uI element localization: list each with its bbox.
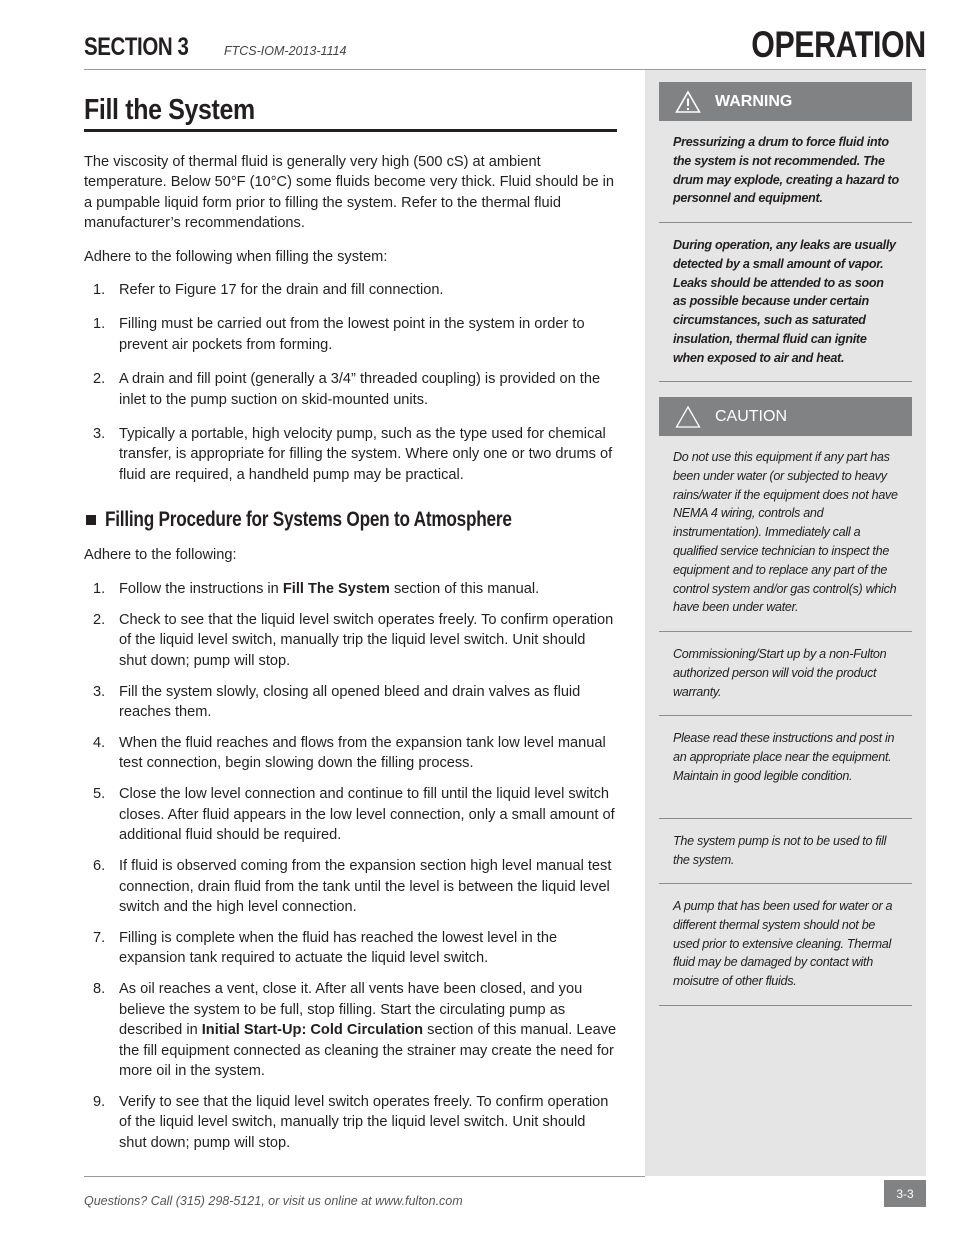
warning-triangle-icon (675, 90, 701, 114)
list-text: A drain and fill point (generally a 3/4” threaded coupling) is provided on the inlet to the pump suction on skid-mounted units. (119, 371, 601, 408)
divider (659, 1005, 912, 1006)
list-number: 2. (93, 371, 106, 388)
divider (659, 883, 912, 884)
divider (659, 631, 912, 632)
footer-rule (84, 1176, 645, 1177)
list-item (84, 928, 617, 969)
list-number: 6. (93, 858, 106, 875)
subheading (84, 507, 617, 533)
list-text: Verify to see that the liquid level switch operates freely. To confirm operation of the liquid level switch, manually trip the liquid level switch. Unit should shut down; pump will stop. (119, 1093, 609, 1151)
list-item (84, 682, 617, 723)
list-item (84, 784, 617, 845)
list-item (84, 424, 617, 485)
list-text-post: section of this manual. (389, 580, 540, 597)
list-number: 8. (93, 981, 106, 998)
footer-contact: Questions? Call (315) 298-5121, or visit us online at www.fulton.com (84, 1194, 463, 1208)
list-text-pre: As oil reaches a vent, close it. After all vents have been closed, and you believe the system to be full, stop filling. Start the circulating pump as described in (119, 981, 583, 1039)
square-bullet-icon (86, 515, 96, 525)
list-item (84, 733, 617, 774)
fill-steps-list (84, 280, 617, 485)
caution-note: Please read these instructions and post in an appropriate place near the equipment. Maintain in good legible condition. (673, 731, 895, 783)
document-code: FTCS-IOM-2013-1114 (224, 44, 347, 58)
list-text: Refer to Figure 17 for the drain and fill connection. (119, 282, 444, 299)
divider (659, 715, 912, 716)
divider (659, 222, 912, 223)
list-item (84, 369, 617, 410)
divider (659, 818, 912, 819)
chapter-title: OPERATION (751, 24, 926, 65)
list-number: 9. (93, 1093, 106, 1110)
list-text: Typically a portable, high velocity pump, such as the type used for chemical transfer, is appropriate for filling the system. Where only one or two drums of fluid are required, a handheld pump may be practical. (119, 426, 613, 483)
list-text: Fill the system slowly, closing all opened bleed and drain valves as fluid reaches them. (119, 683, 581, 720)
list-item (84, 856, 617, 917)
warning-note: Pressurizing a drum to force fluid into the system is not recommended. The drum may explode, creating a hazard to personnel and equipment. (673, 135, 899, 206)
list-text: Filling is complete when the fluid has reached the lowest level in the expansion tank required to actuate the liquid level switch. (119, 929, 558, 967)
list-text: When the fluid reaches and flows from the expansion tank low level manual test connection, begin slowing down the filling process. (119, 734, 606, 772)
list-text: If fluid is observed coming from the expansion section high level manual test connection, drain fluid from the tank until the level is between the liquid level switch and the high level connection. (119, 858, 612, 915)
caution-note: A pump that has been used for water or a different thermal system should not be used prior to extensive cleaning. Thermal fluid may be damaged by contact with moisutre of other fluids. (673, 899, 893, 989)
list-item (84, 610, 617, 671)
adhere2-paragraph: Adhere to the following: (84, 547, 237, 564)
list-number: 3. (93, 683, 106, 700)
list-text: Close the low level connection and continue to fill until the liquid level switch closes. After fluid appears in the low level connection, only a small amount of additional fluid should be required. (119, 786, 615, 844)
divider (659, 381, 912, 382)
list-number: 1. (93, 316, 106, 333)
list-item (84, 314, 617, 355)
list-number: 1. (93, 282, 106, 299)
list-text: Filling must be carried out from the lowest point in the system in order to prevent air pockets from forming. (119, 316, 585, 353)
list-text: Check to see that the liquid level switch operates freely. To confirm operation of the liquid level switch, manually trip the liquid level switch. Unit should shut down; pump will stop. (119, 611, 614, 669)
list-number: 2. (93, 611, 106, 628)
warning-header (659, 82, 912, 121)
safety-sidebar (645, 70, 926, 1176)
section-label: SECTION 3 (84, 33, 189, 61)
list-item (84, 579, 617, 599)
caution-note: Commissioning/Start up by a non-Fulton authorized person will void the product warranty. (673, 647, 887, 699)
list-number: 3. (93, 426, 106, 443)
section-reference: Fill The System (282, 580, 390, 597)
page-title: Fill the System (84, 94, 255, 126)
page-number: 3-3 (884, 1180, 926, 1207)
list-text-post: section of this manual. Leave the fill equipment connected as cleaning the strainer may create the need for more oil in the system. (119, 1022, 617, 1079)
caution-triangle-icon (675, 405, 701, 429)
list-item (84, 979, 617, 1081)
subheading-text: Filling Procedure for Systems Open to Atmosphere (105, 508, 512, 532)
list-text-pre: Follow the instructions in (119, 580, 283, 597)
list-number: 4. (93, 734, 106, 751)
title-rule (84, 129, 617, 132)
caution-label: CAUTION (715, 407, 787, 425)
procedure-list (84, 579, 617, 1154)
list-item (84, 1092, 617, 1153)
warning-label: WARNING (715, 92, 793, 110)
list-number: 1. (93, 580, 106, 597)
list-number: 7. (93, 929, 106, 946)
warning-note: During operation, any leaks are usually detected by a small amount of vapor. Leaks should be attended to as soon as possible because under certain circumstances, such as saturated insulation, thermal fluid can ignite when exposed to air and heat. (673, 238, 896, 365)
adhere-paragraph: Adhere to the following when filling the system: (84, 248, 388, 265)
list-item (84, 280, 617, 300)
caution-note: The system pump is not to be used to fill the system. (673, 834, 887, 867)
main-content (84, 94, 617, 1164)
intro-paragraph: The viscosity of thermal fluid is generally very high (500 cS) at ambient temperature. Below 50°F (10°C) some fluids become very thick. Fluid should be in a pumpable liquid form prior to filling the system. Refer to the thermal fluid manufacturer’s recommendations. (84, 154, 614, 232)
section-reference: Initial Start-Up: Cold Circulation (201, 1022, 424, 1039)
caution-note: Do not use this equipment if any part has been under water (or subjected to heavy rains/water if the equipment does not have NEMA 4 wiring, controls and instrumentation). Immediately call a qualified service technician to inspect the equipment and to replace any part of the control system and/or gas control(s) which have been under water. (673, 450, 898, 615)
caution-header (659, 397, 912, 436)
list-number: 5. (93, 786, 106, 803)
